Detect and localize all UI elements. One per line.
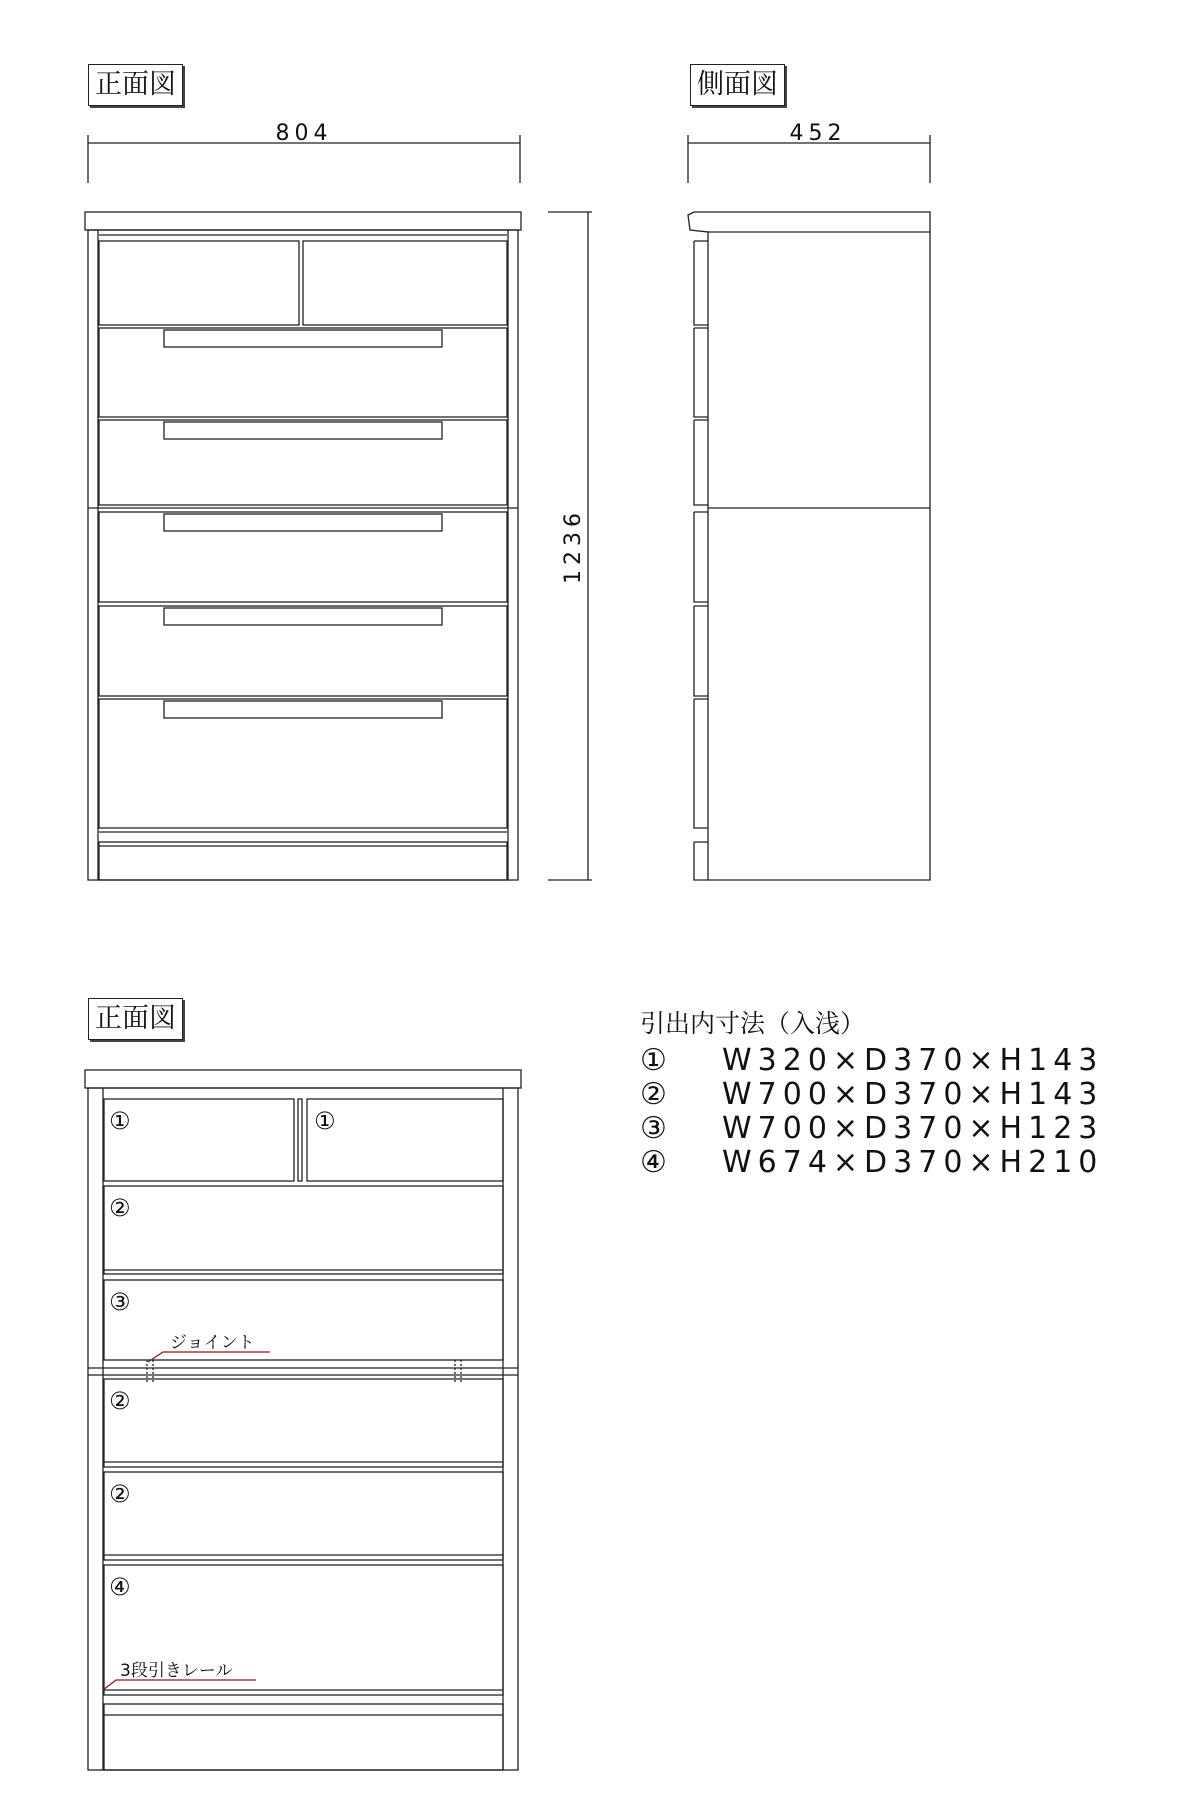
drawer-marker: ① [314, 1107, 336, 1135]
spec-list [640, 1044, 1103, 1180]
handle [164, 608, 442, 625]
front-view-cabinet [85, 212, 521, 880]
spec-text: W700×D370×H143 [722, 1077, 1104, 1112]
handle [164, 422, 442, 439]
drawer-marker: ④ [109, 1573, 131, 1601]
height-dimension [548, 212, 592, 880]
drawer-marker: ② [109, 1194, 131, 1222]
drawer-2 [99, 328, 507, 417]
width-dimension-label: 804 [275, 121, 333, 146]
side-view-cabinet [688, 212, 930, 880]
handle [164, 514, 442, 531]
spec-text: W674×D370×H210 [722, 1145, 1104, 1180]
spec-line [640, 1044, 1103, 1078]
drawer-marker: ③ [109, 1288, 131, 1316]
handle [164, 330, 442, 347]
depth-dimension-label: 452 [789, 121, 847, 146]
drawer-marker: ② [109, 1387, 131, 1415]
side-view-title: 側面図 [690, 64, 785, 106]
handle [164, 701, 442, 718]
spec-marker: ④ [640, 1145, 673, 1180]
drawer-3 [99, 420, 507, 505]
drawer-4 [99, 512, 507, 602]
spec-line [640, 1112, 1103, 1146]
front-view-title: 正面図 [88, 64, 183, 106]
spec-marker: ③ [640, 1111, 673, 1146]
width-dimension [88, 121, 520, 183]
drawer-marker: ① [109, 1107, 131, 1135]
drawer-5 [99, 606, 507, 696]
spec-marker: ① [640, 1043, 673, 1078]
depth-dimension [688, 121, 930, 183]
front-view-2-title: 正面図 [88, 998, 183, 1040]
spec-text: W320×D370×H143 [722, 1043, 1104, 1078]
spec-title: 引出内寸法（入浅） [640, 1009, 866, 1038]
drawer-marker: ② [109, 1480, 131, 1508]
joint-callout: ジョイント [170, 1333, 255, 1353]
drawer-small-left [99, 241, 299, 325]
rail-callout: 3段引きレール [120, 1661, 233, 1681]
spec-line [640, 1078, 1103, 1112]
spec-text: W700×D370×H123 [722, 1111, 1104, 1146]
spec-line [640, 1146, 1103, 1180]
height-dimension-label: 1236 [561, 508, 586, 584]
drawer-small-right [303, 241, 507, 325]
spec-marker: ② [640, 1077, 673, 1112]
